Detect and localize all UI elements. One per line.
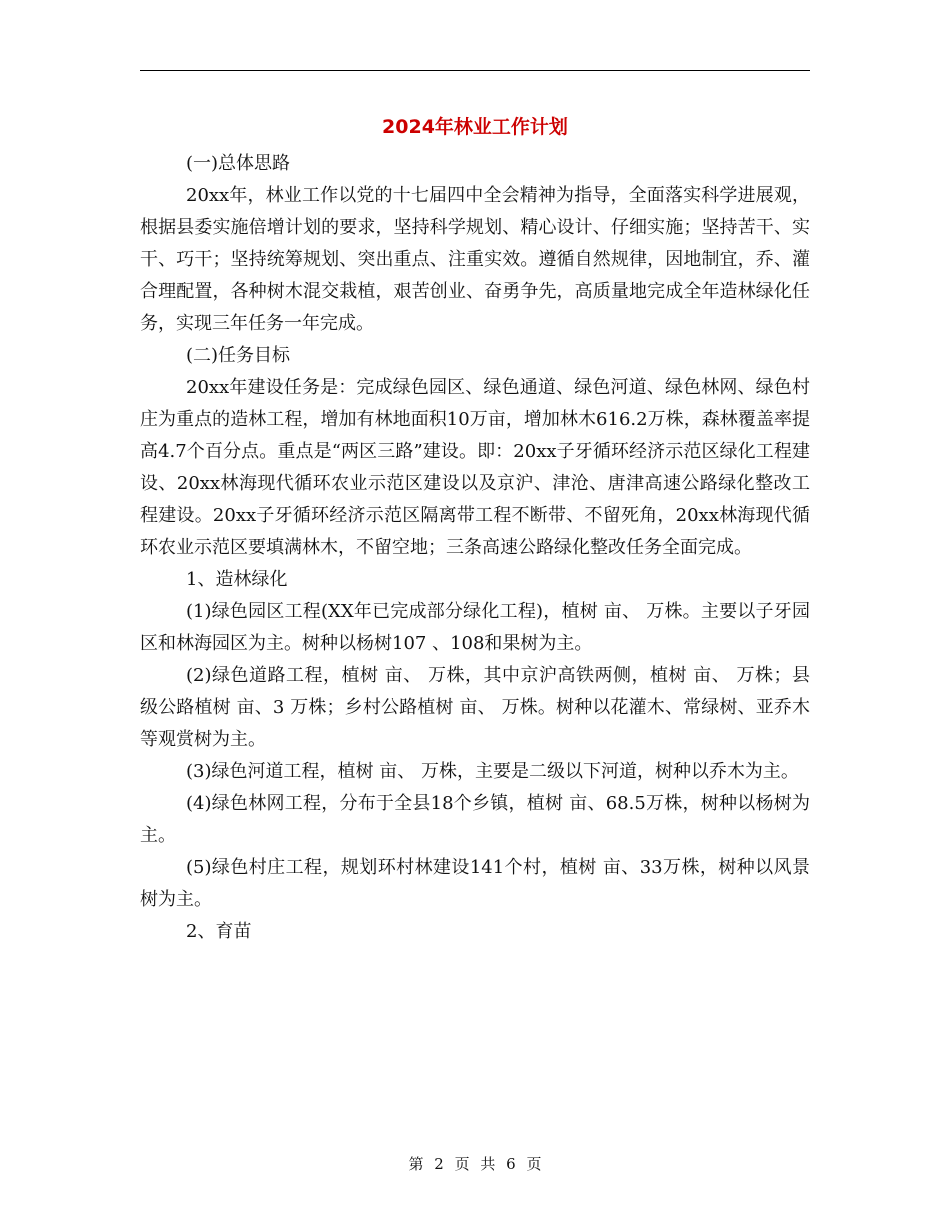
page-number-footer: 第 2 页 共 6 页 — [408, 1155, 542, 1173]
subheading-afforestation: 1、造林绿化 — [186, 569, 288, 590]
section-heading-overall-approach: (一)总体思路 — [186, 153, 291, 174]
item-green-forest-network: (4)绿色林网工程，分布于全县18个乡镇，植树 亩、68.5万株，树种以杨树为主。 — [140, 793, 810, 846]
document-body — [140, 148, 810, 948]
header-rule — [140, 70, 810, 71]
document-title: 2024年林业工作计划 — [382, 116, 568, 138]
paragraph-task-goals: 20xx年建设任务是：完成绿色园区、绿色通道、绿色河道、绿色林网、绿色村庄为重点的造林工程，增加有林地面积10万亩，增加林木616.2万株，森林覆盖率提高4.7个百分点。重点是“两区三路”建设。即：20xx子牙循环经济示范区绿化工程建设、20xx林海现代循环农业示范区建设以及京沪、津沧、唐津高速公路绿化整改工程建设。20xx子牙循环经济示范区隔离带工程不断带、不留死角，20xx林海现代循环农业示范区要填满林木，不留空地；三条高速公路绿化整改任务全面完成。 — [140, 377, 810, 558]
item-green-park: (1)绿色园区工程(XX年已完成部分绿化工程)，植树 亩、 万株。主要以子牙园区和林海园区为主。树种以杨树107 、108和果树为主。 — [140, 601, 810, 654]
section-heading-task-goals: (二)任务目标 — [186, 345, 291, 366]
item-green-village: (5)绿色村庄工程，规划环村林建设141个村，植树 亩、33万株，树种以风景树为主。 — [140, 857, 810, 910]
item-green-road: (2)绿色道路工程，植树 亩、 万株，其中京沪高铁两侧，植树 亩、 万株；县级公路植树 亩、3 万株；乡村公路植树 亩、 万株。树种以花灌木、常绿树、亚乔木等观赏树为主。 — [140, 665, 810, 750]
subheading-nursery: 2、育苗 — [186, 921, 252, 942]
paragraph-overall-approach: 20xx年，林业工作以党的十七届四中全会精神为指导，全面落实科学进展观，根据县委实施倍增计划的要求，坚持科学规划、精心设计、仔细实施；坚持苦干、实干、巧干；坚持统筹规划、突出重点、注重实效。遵循自然规律，因地制宜，乔、灌合理配置，各种树木混交栽植，艰苦创业、奋勇争先，高质量地完成全年造林绿化任务，实现三年任务一年完成。 — [140, 185, 810, 334]
item-green-river: (3)绿色河道工程，植树 亩、 万株，主要是二级以下河道，树种以乔木为主。 — [186, 761, 799, 782]
